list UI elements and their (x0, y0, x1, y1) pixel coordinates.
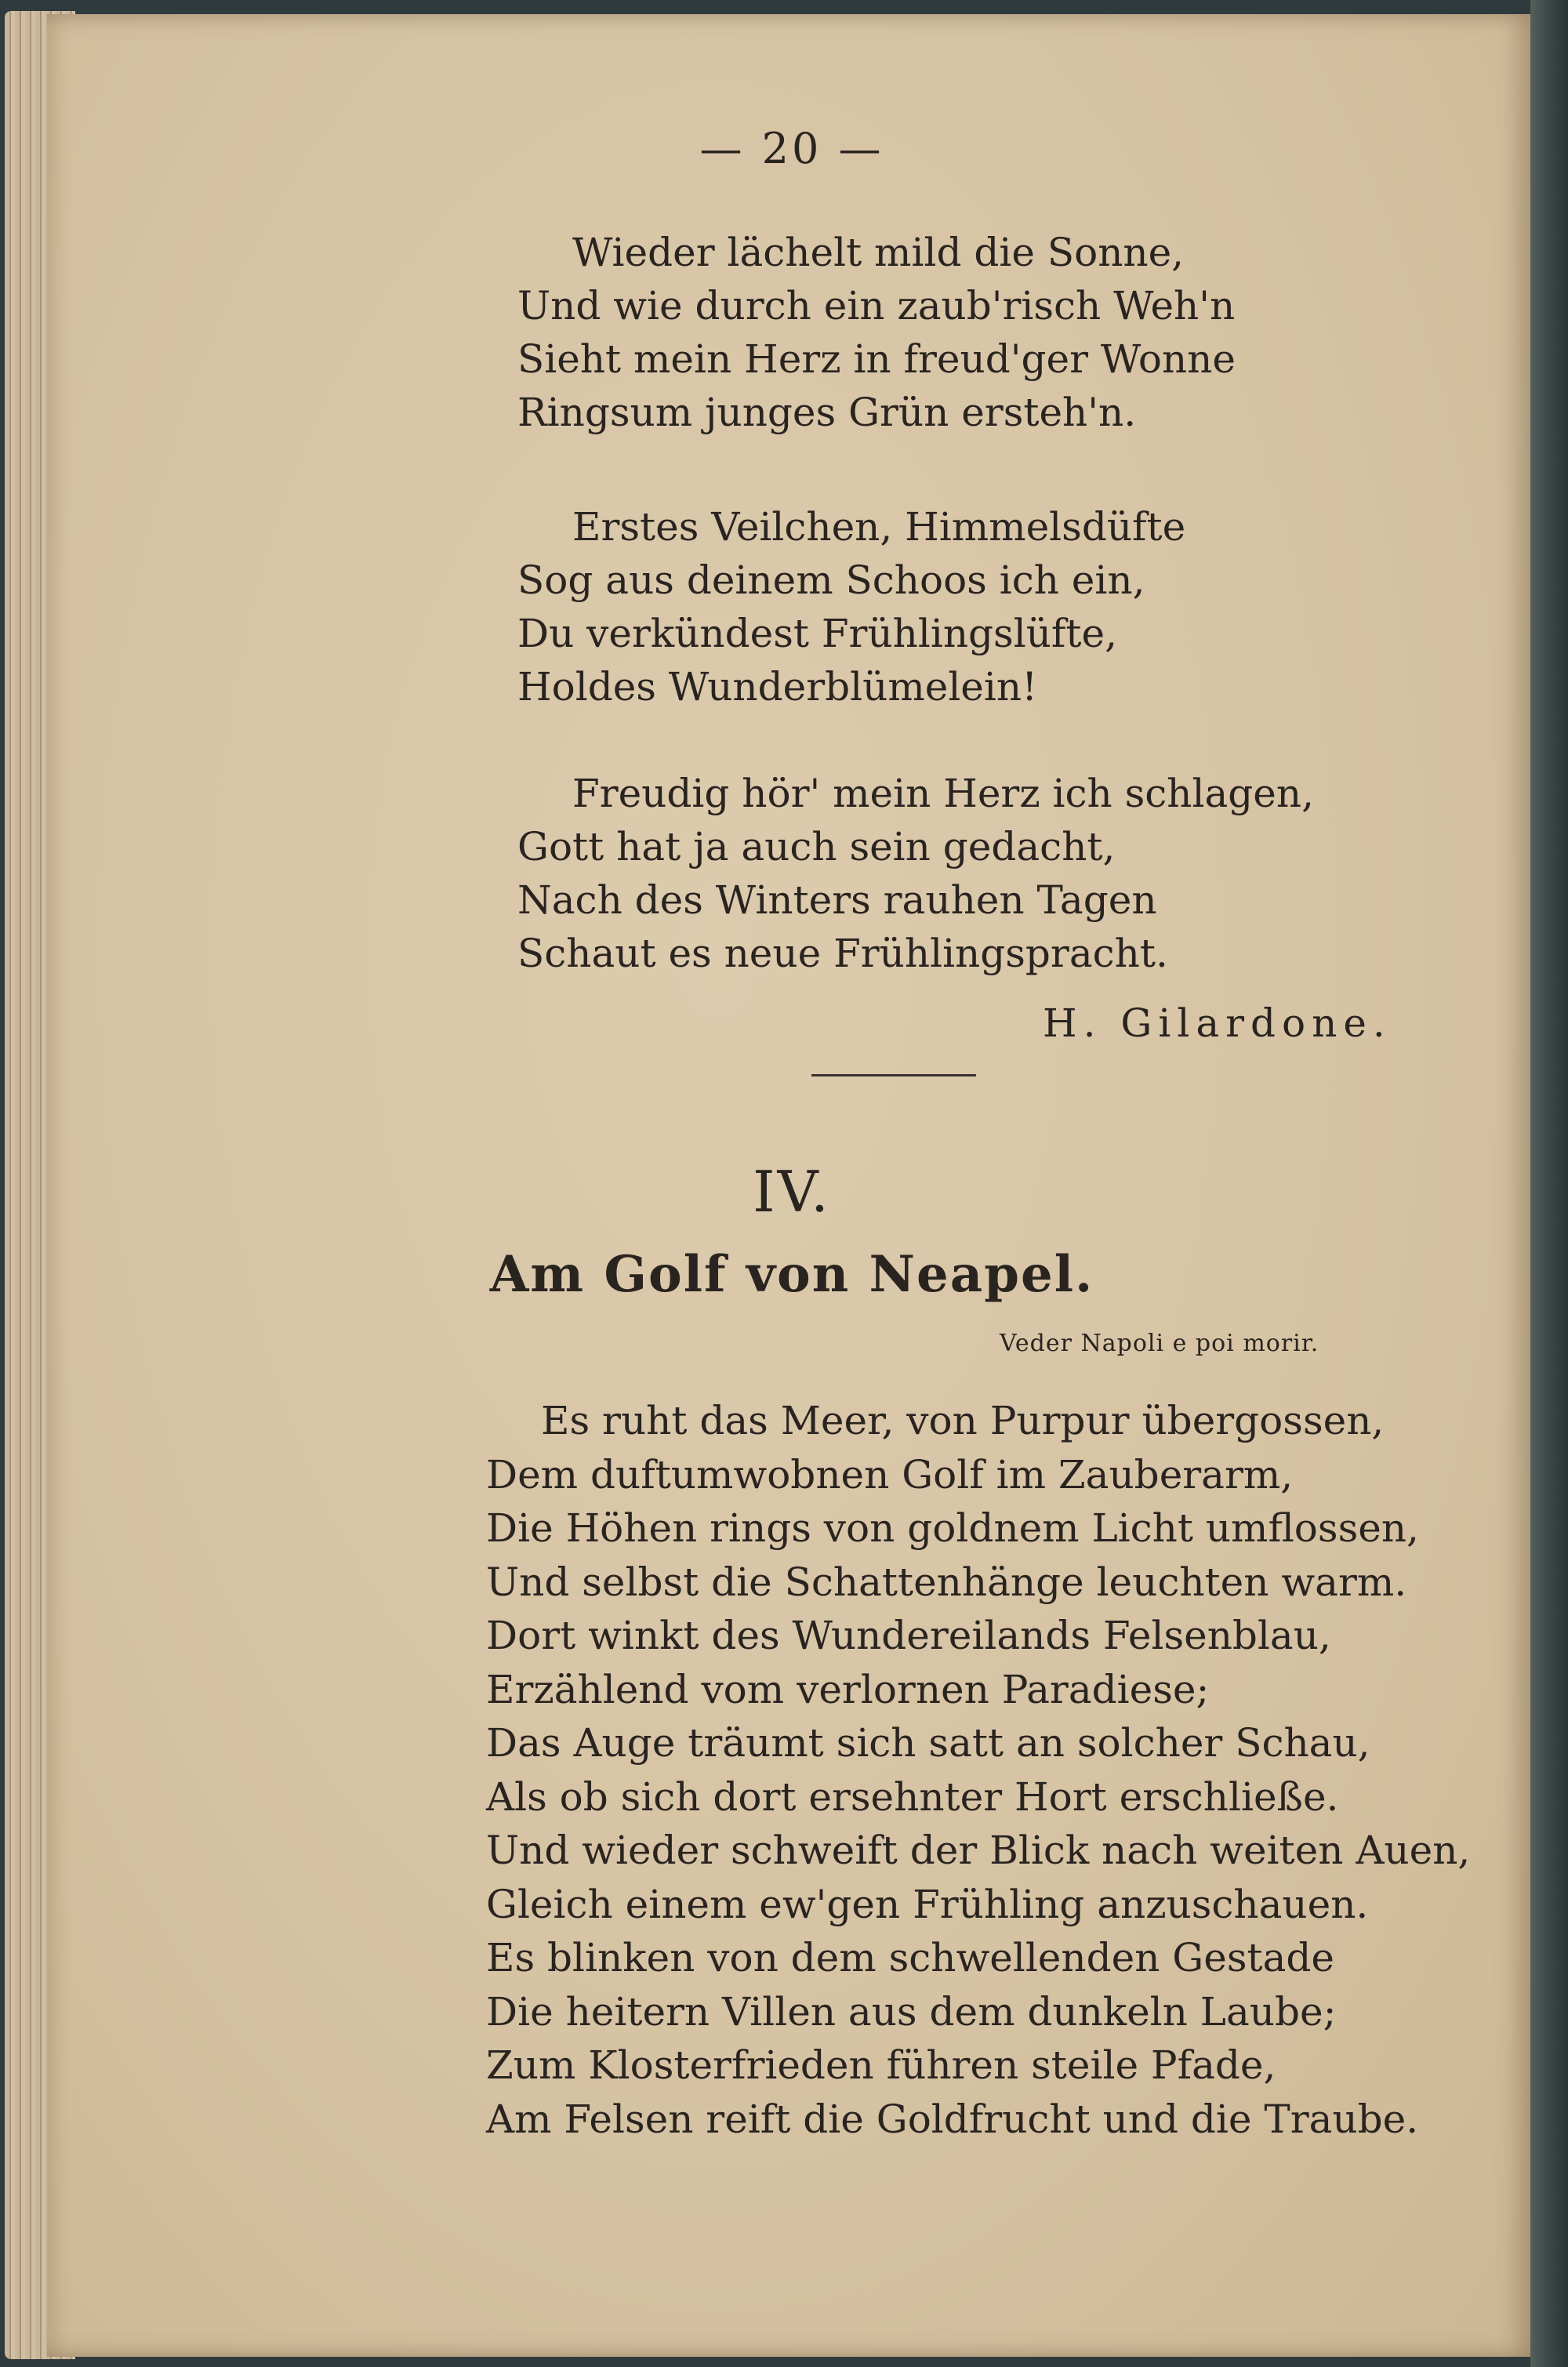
stanza-3 (517, 767, 1380, 980)
book-binding (1530, 0, 1568, 2367)
poem-line: Es ruht das Meer, von Purpur übergossen, (541, 1398, 1385, 1443)
poem-line: Die heitern Villen aus dem dunkeln Laube; (486, 1988, 1337, 2035)
poem-line: Am Felsen reift die Goldfrucht und die Traube. (486, 2096, 1419, 2142)
poem-line: Erzählend vom verlornen Paradiese; (486, 1666, 1210, 1712)
poem-line: Und selbst die Schattenhänge leuchten warm. (486, 1559, 1407, 1605)
stanza-line: Erstes Veilchen, Himmelsdüfte (572, 504, 1186, 550)
poem-line: Dem duftumwobnen Golf im Zauberarm, (486, 1451, 1294, 1498)
author-signature: H. Gilardone. (1043, 1000, 1392, 1046)
stanza-line: Und wie durch ein zaub'risch Weh'n (517, 283, 1236, 329)
poem-line: Gleich einem ew'gen Frühling anzuschauen. (486, 1881, 1369, 1927)
page-text (47, 14, 1537, 2357)
poem-body (486, 1394, 1471, 2146)
stanza-line: Gott hat ja auch sein gedacht, (517, 824, 1116, 869)
poem-line: Zum Klosterfrieden führen steile Pfade, (486, 2042, 1276, 2088)
poem-line: Es blinken von dem schwellenden Gestade (486, 1935, 1334, 1980)
section-number: IV. (753, 1159, 831, 1225)
stanza-line: Schaut es neue Frühlingspracht. (517, 931, 1168, 976)
stanza-line: Du verkündest Frühlingslüfte, (517, 611, 1117, 656)
page-number: — 20 — (699, 124, 884, 173)
book-page (47, 14, 1537, 2357)
stanza-line: Freudig hör' mein Herz ich schlagen, (572, 771, 1314, 816)
poem-line: Das Auge träumt sich satt an solcher Schau, (486, 1720, 1370, 1766)
poem-line: Und wieder schweift der Blick nach weiten Auen, (486, 1828, 1471, 1873)
stanza-line: Nach des Winters rauhen Tagen (517, 877, 1157, 923)
poem-line: Als ob sich dort ersehnter Hort erschließe. (486, 1773, 1339, 1820)
stanza-line: Sieht mein Herz in freud'ger Wonne (517, 336, 1236, 382)
epigraph: Veder Napoli e poi morir. (1000, 1330, 1319, 1357)
stanza-1 (517, 226, 1380, 439)
stanza-line: Holdes Wunderblümelein! (517, 664, 1038, 710)
poem-line: Die Höhen rings von goldnem Licht umflossen, (486, 1505, 1419, 1551)
stanza-2 (517, 500, 1380, 713)
stanza-line: Wieder lächelt mild die Sonne, (572, 230, 1185, 275)
stanza-line: Ringsum junges Grün ersteh'n. (517, 390, 1137, 435)
section-divider (811, 1074, 976, 1076)
poem-line: Dort winkt des Wundereilands Felsenblau, (486, 1613, 1331, 1658)
section-title: Am Golf von Neapel. (489, 1245, 1094, 1304)
stanza-line: Sog aus deinem Schoos ich ein, (517, 557, 1145, 603)
